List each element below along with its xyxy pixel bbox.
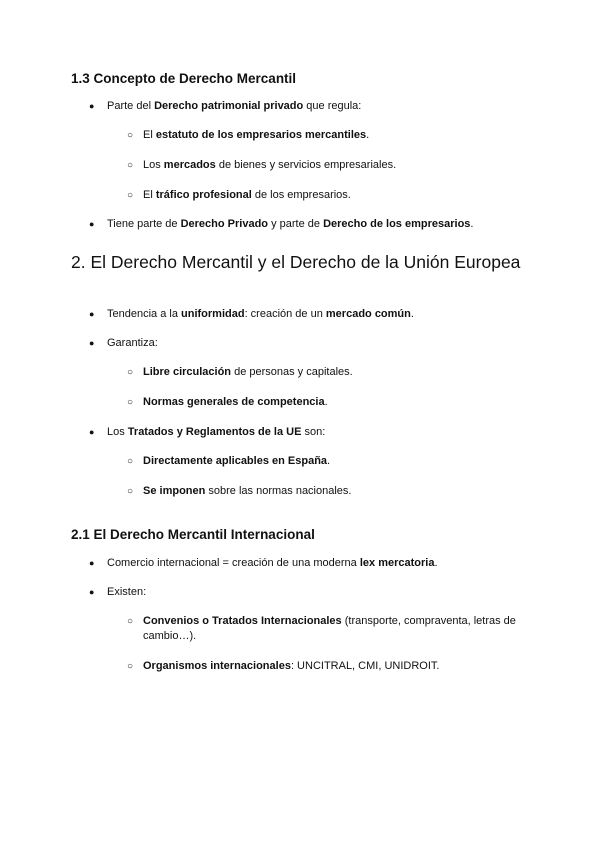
sub-list-item: Libre circulación de personas y capitales.	[143, 366, 353, 378]
bullet-icon: ●	[89, 587, 95, 597]
sub-bullet-icon: ○	[127, 397, 134, 408]
bullet-icon: ●	[89, 309, 95, 319]
heading-2-1: 2.1 El Derecho Mercantil Internacional	[71, 527, 315, 542]
sub-list-item: Se imponen sobre las normas nacionales.	[143, 485, 352, 497]
bullet-icon: ●	[89, 219, 95, 229]
bullet-icon: ●	[89, 338, 95, 348]
sub-bullet-icon: ○	[127, 486, 134, 497]
list-item: Parte del Derecho patrimonial privado que regula:	[107, 100, 362, 112]
list-item: Tiene parte de Derecho Privado y parte de Derecho de los empresarios.	[107, 218, 474, 230]
sub-bullet-icon: ○	[127, 661, 134, 672]
sub-bullet-icon: ○	[127, 456, 134, 467]
sub-list-item: El estatuto de los empresarios mercantiles.	[143, 129, 370, 141]
list-item: Garantiza:	[107, 337, 158, 349]
bullet-icon: ●	[89, 558, 95, 568]
sub-list-item: Directamente aplicables en España.	[143, 455, 331, 467]
list-item: Los Tratados y Reglamentos de la UE son:	[107, 426, 326, 438]
sub-list-item: Normas generales de competencia.	[143, 396, 328, 408]
bullet-icon: ●	[89, 101, 95, 111]
sub-bullet-icon: ○	[127, 190, 134, 201]
bullet-icon: ●	[89, 427, 95, 437]
sub-list-item: Organismos internacionales: UNCITRAL, CMI, UNIDROIT.	[143, 660, 440, 672]
sub-bullet-icon: ○	[127, 616, 134, 627]
sub-bullet-icon: ○	[127, 130, 134, 141]
sub-bullet-icon: ○	[127, 160, 134, 171]
sub-list-item: Los mercados de bienes y servicios empresariales.	[143, 159, 397, 171]
heading-2: 2. El Derecho Mercantil y el Derecho de la Unión Europea	[71, 252, 521, 272]
list-item: Tendencia a la uniformidad: creación de un mercado común.	[107, 308, 414, 320]
sub-bullet-icon: ○	[127, 367, 134, 378]
list-item: Existen:	[107, 586, 147, 598]
list-item: Comercio internacional = creación de una moderna lex mercatoria.	[107, 557, 438, 569]
sub-list-item: El tráfico profesional de los empresarios.	[143, 189, 351, 201]
heading-1-3: 1.3 Concepto de Derecho Mercantil	[71, 71, 297, 86]
sub-list-item: Convenios o Tratados Internacionales (transporte, compraventa, letras de cambio…).	[143, 615, 516, 642]
